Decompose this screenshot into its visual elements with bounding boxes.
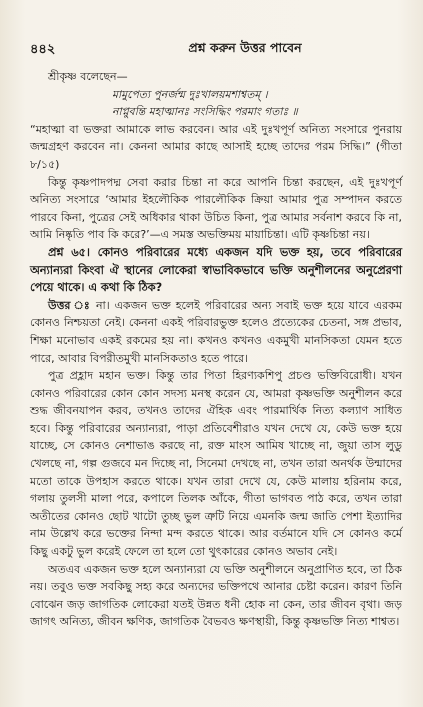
answer-label: উত্তর ঃ bbox=[48, 298, 92, 312]
answer-text: না। একজন ভক্ত হলেই পরিবারের অন্য সবাই ভক্ত হয়ে যাবে এরকম কোনও নিশ্চয়তা নেই। কেননা একই পরিবারভুক্ত হলেও প্রত্যেকের চেতনা, সঙ্গ প্রভাব, শিক্ষা মনোভাব একই রকমের হয় না। কখনও কখনও একমুখী মানসিকতা যেমন হতে পারে, আবার বিপরীতমুখী মানসিকতাও হতে পারে। bbox=[30, 298, 402, 365]
page-body bbox=[30, 68, 402, 631]
paragraph-1: কিন্তু কৃষ্ণপাদপদ্ম সেবা করার চিন্তা না করে আপনি চিন্তা করছেন, এই দুঃখপূর্ণ অনিত্য সংসারে ‘আমার ইহলৌকিক পারলৌকিক ক্রিয়া আমার পুত্র সম্পাদন করতে পারবে কিনা, পুত্রের সেই অধিকার থাকা উচিত কিনা, পুত্র আমার সর্বনাশ করবে কি না, আমি নিষ্কৃতি পাব কি করে?’—এ সমস্ত অভক্তিময় মায়াচিন্তা। এটি কৃষ্ণচিন্তা নয়। bbox=[30, 175, 402, 242]
answer-paragraph bbox=[30, 297, 402, 367]
running-title: প্রশ্ন করুন উত্তর পাবেন bbox=[188, 40, 302, 55]
paragraph-2: পুত্র প্রহ্লাদ মহান ভক্ত। কিন্তু তার পিতা হিরণ্যকশিপু প্রচণ্ড ভক্তিবিরোধী। যখন কোনও পরিবারের কোন কোন সদস্য মনস্থ করেন যে, আমরা কৃষ্ণভক্তি অনুশীলন করে শুদ্ধ জীবনযাপন করব, তখনও তাদের ঐহিক এবং পারমার্থিক নিত্য কল্যাণ সাধিত হবে। কিন্তু পরিবারের অন্যান্যরা, পাড়া প্রতিবেশীরাও যখন দেখে যে, কেউ ভক্ত হয়ে যাচ্ছে, সে কোনও নেশাভাঙ করছে না, রক্ত মাংস আমিষ খাচ্ছে না, জুয়া তাস লুডু খেলছে না, গল্প গুজবে মন দিচ্ছে না, সিনেমা দেখছে না, তখন তারা অনর্থক উন্মাদের মতো তাকে উপহাস করতে থাকে। যখন তারা দেখে যে, কেউ মালায় হরিনাম করে, গলায় তুলসী মালা পরে, কপালে তিলক আঁকে, গীতা ভাগবত পাঠ করে, তখন তারা অতীতের কোনও ছোট খাটো তুচ্ছ ভুল ত্রুটি নিয়ে এমনকি জন্ম জাতি পেশা ইত্যাদির নাম উল্লেখ করে ভক্তের নিন্দা মন্দ করতে থাকে। আর বর্তমানে যদি সে কোনও কর্মে কিছু একটু ভুল করেই ফেলে তা হলে তো থুৎকারের কোনও অভাব নেই। bbox=[30, 369, 402, 559]
speaker-line: শ্রীকৃষ্ণ বলেছেন— bbox=[48, 70, 128, 83]
verse-line-2: নাপ্নুবন্তি মহাত্মানঃ সংসিদ্ধিং পরমাং গতাঃ ॥ bbox=[112, 105, 298, 119]
question-65: প্রশ্ন ৬৫। কোনও পরিবারের মধ্যে একজন যদি ভক্ত হয়, তবে পরিবারের অন্যান্যরা কিংবা ঐ স্থানের লোকেরা স্বাভাবিকভাবে ভক্তি অনুশীলনের অনুপ্রেরণা পেয়ে থাকে। এ কথা কি ঠিক? bbox=[30, 245, 402, 295]
verse-line-1: মামুপেত্য পুনর্জন্ম দুঃখালয়মশাশ্বতম্ । bbox=[112, 87, 268, 101]
page-header bbox=[30, 40, 403, 58]
page-number: ৪৪২ bbox=[30, 42, 56, 57]
verse-translation: “মহাত্মা বা ভক্তরা আমাকে লাভ করবেন। আর এই দুঃখপূর্ণ অনিত্য সংসারে পুনরায় জন্মগ্রহণ করবেন না। কেননা আমার কাছে আসাই হচ্ছে তাদের পরম সিদ্ধি।” (গীতা ৮/১৫) bbox=[30, 122, 402, 171]
paragraph-3: অতএব একজন ভক্ত হলে অন্যান্যরা যে ভক্তি অনুশীলনে অনুপ্রাণিত হবে, তা ঠিক নয়। তবুও ভক্ত সবকিছু সহ্য করে অন্যদের ভক্তিপথে আনার চেষ্টা করেন। কারণ তিনি বোঝেন জড় জাগতিক লোকেরা যতই উন্নত ধনী হোক না কেন, তার জীবন বৃথা। জড় জাগৎ অনিত্য, জীবন ক্ষণিক, জাগতিক বৈভবও ক্ষণস্থায়ী, কিন্তু কৃষ্ণভক্তি নিত্য শাশ্বত। bbox=[30, 562, 402, 629]
